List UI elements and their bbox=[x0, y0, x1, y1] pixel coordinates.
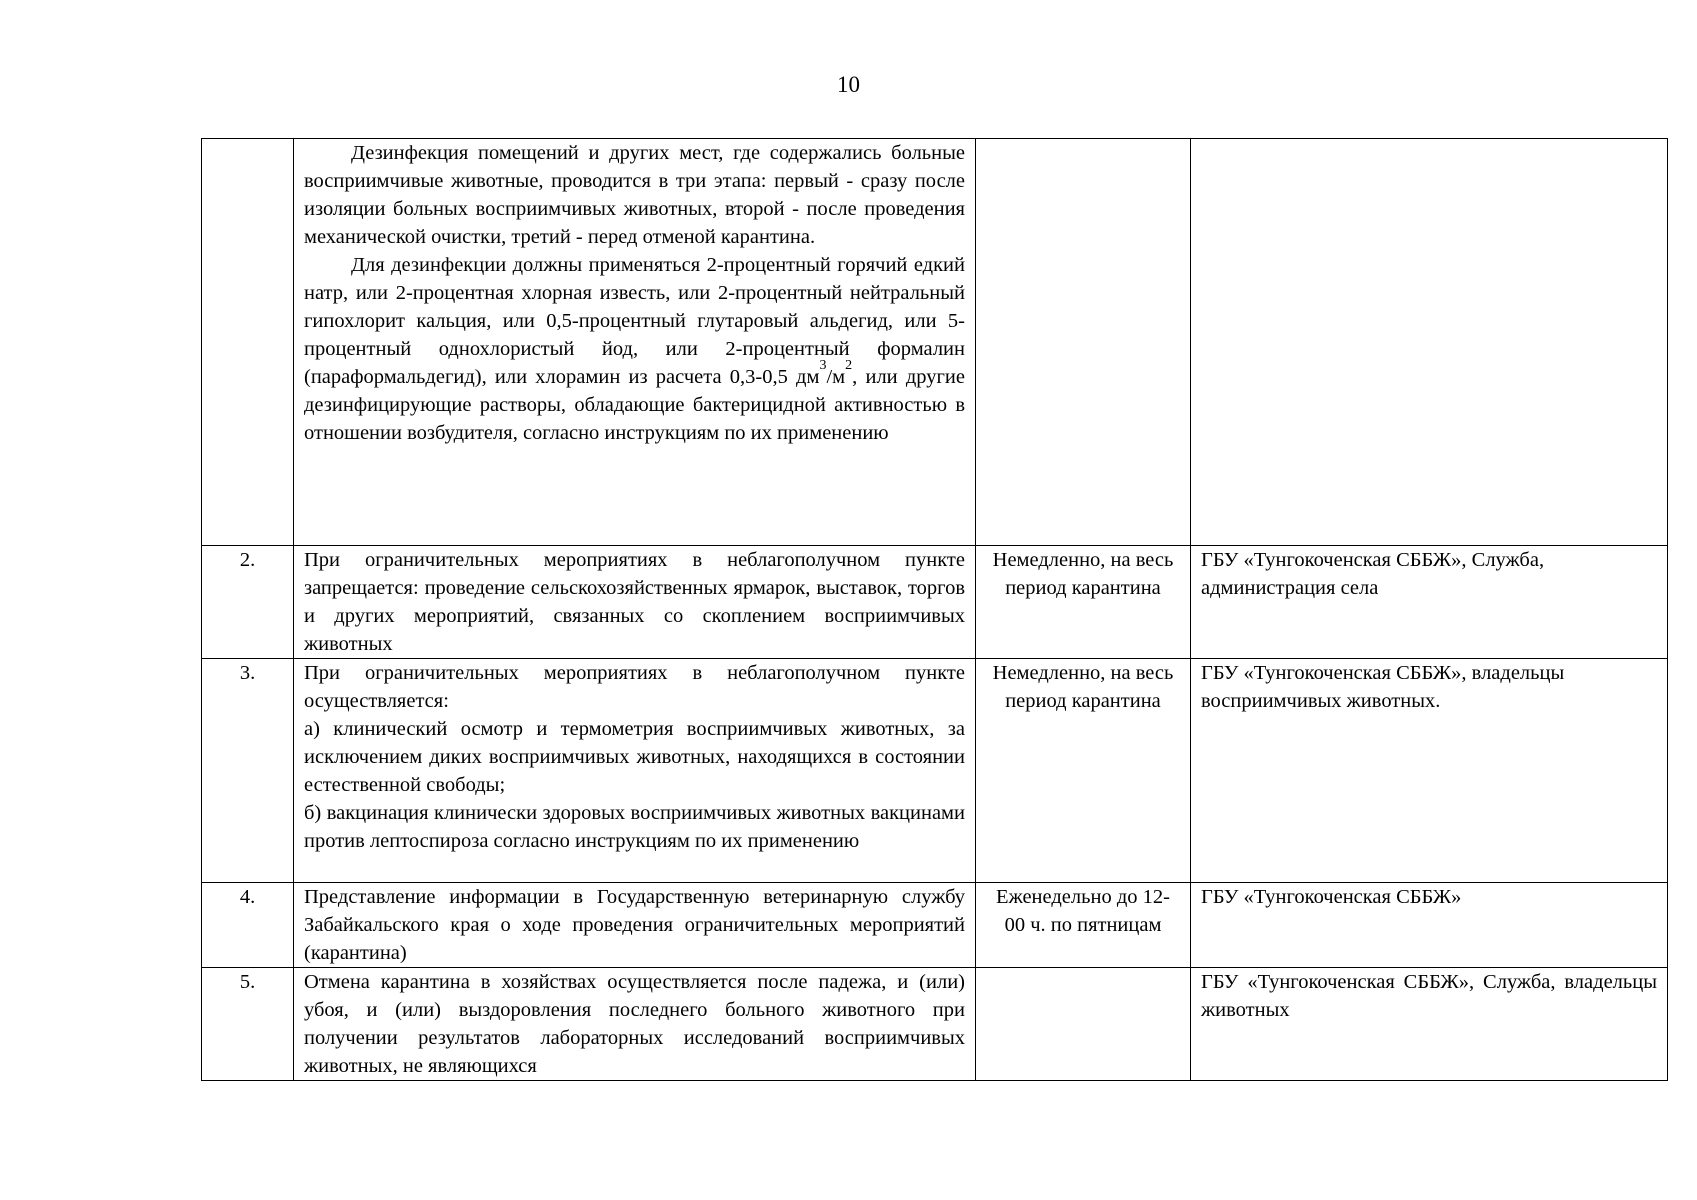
table-row bbox=[202, 659, 1668, 883]
table-row bbox=[202, 883, 1668, 968]
responsible-text: ГБУ «Тунгокоченская СББЖ», Служба, владельцы животных bbox=[1201, 971, 1657, 1021]
measure-paragraph: Представление информации в Государственную ветеринарную службу Забайкальского края о ходе проведения ограничительных мероприятий (карантина) bbox=[304, 886, 965, 964]
measure-paragraph bbox=[304, 251, 965, 447]
measure-paragraph: Дезинфекция помещений и других мест, где содержались больные восприимчивые животные, проводится в три этапа: первый - сразу после изоляции больных восприимчивых животных, второй - после проведения механической очистки, третий - перед отменой карантина. bbox=[304, 142, 965, 248]
responsible-cell bbox=[1191, 139, 1668, 546]
measure-paragraph: б) вакцинация клинически здоровых восприимчивых животных вакцинами против лептоспироза согласно инструкциям по их применению bbox=[304, 802, 965, 852]
term-cell bbox=[976, 968, 1191, 1081]
measure-paragraph: Отмена карантина в хозяйствах осуществляется после падежа, и (или) убоя, и (или) выздоровления последнего больного животного при получении результатов лабораторных исследований восприимчивых животных, не являющихся bbox=[304, 971, 965, 1077]
table-row bbox=[202, 968, 1668, 1081]
responsible-cell bbox=[1191, 659, 1668, 883]
formula-text-middle: /м bbox=[826, 366, 846, 388]
term-cell: Еженедельно до 12-00 ч. по пятницам bbox=[976, 883, 1191, 968]
measure-paragraph: а) клинический осмотр и термометрия восприимчивых животных, за исключением диких восприимчивых животных, находящихся в состоянии естественной свободы; bbox=[304, 718, 965, 796]
measures-table bbox=[201, 138, 1668, 1081]
superscript-2: 2 bbox=[845, 358, 853, 373]
formula-text-before: Для дезинфекции должны применяться 2-процентный горячий едкий натр, или 2-процентная хлорная известь, или 2-процентный нейтральный гипохлорит кальция, или 0,5-процентный глутаровый альдегид, или 5-процентный однохлористый йод, или 2-процентный формалин (параформальдегид), или хлорамин из расчета 0,3-0,5 дм bbox=[304, 254, 965, 388]
table-row bbox=[202, 546, 1668, 659]
measure-paragraph: При ограничительных мероприятиях в неблагополучном пункте запрещается: проведение сельскохозяйственных ярмарок, выставок, торгов и других мероприятий, связанных со скоплением восприимчивых животных bbox=[304, 549, 965, 655]
responsible-text: ГБУ «Тунгокоченская СББЖ», владельцы восприимчивых животных. bbox=[1201, 662, 1565, 712]
measure-cell bbox=[294, 659, 976, 883]
row-number: 5. bbox=[202, 968, 294, 1081]
term-cell: Немедленно, на весь период карантина bbox=[976, 659, 1191, 883]
term-cell: Немедленно, на весь период карантина bbox=[976, 546, 1191, 659]
term-cell bbox=[976, 139, 1191, 546]
responsible-text: ГБУ «Тунгокоченская СББЖ» bbox=[1201, 886, 1462, 908]
superscript-3: 3 bbox=[819, 358, 827, 373]
responsible-cell bbox=[1191, 546, 1668, 659]
row-number: 3. bbox=[202, 659, 294, 883]
row-number bbox=[202, 139, 294, 546]
page-number: 10 bbox=[837, 72, 860, 97]
measure-cell bbox=[294, 139, 976, 546]
measure-cell bbox=[294, 968, 976, 1081]
row-number: 2. bbox=[202, 546, 294, 659]
responsible-cell bbox=[1191, 968, 1668, 1081]
measure-cell bbox=[294, 546, 976, 659]
measure-paragraph: При ограничительных мероприятиях в неблагополучном пункте осуществляется: bbox=[304, 662, 965, 712]
row-number: 4. bbox=[202, 883, 294, 968]
measure-cell bbox=[294, 883, 976, 968]
formula-text-after: , или другие дезинфицирующие растворы, обладающие бактерицидной активностью в отношении возбудителя, согласно инструкциям по их применению bbox=[304, 366, 966, 444]
responsible-text: ГБУ «Тунгокоченская СББЖ», Служба, администрация села bbox=[1201, 549, 1545, 599]
table-row bbox=[202, 139, 1668, 546]
responsible-cell bbox=[1191, 883, 1668, 968]
